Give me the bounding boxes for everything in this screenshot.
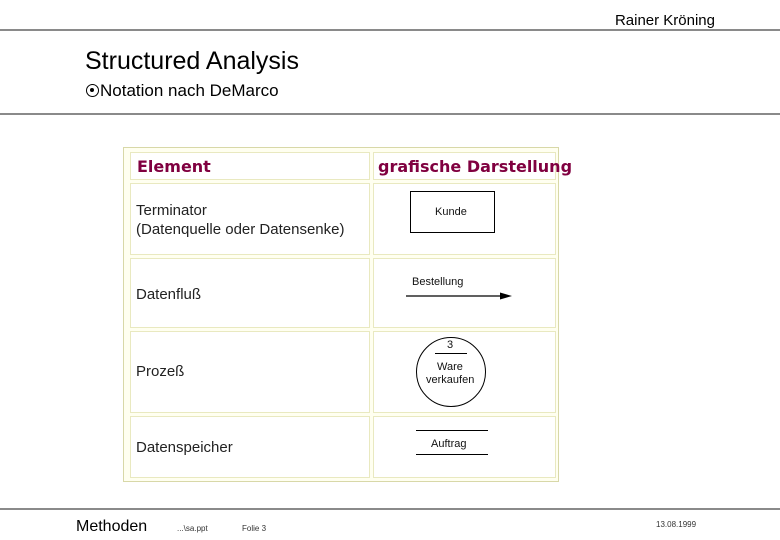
slide-subtitle	[86, 81, 279, 101]
process-divider	[435, 353, 467, 354]
process-label: Prozeß	[136, 363, 185, 380]
row-process-element	[130, 331, 370, 413]
footer-label: Methoden	[76, 518, 148, 535]
row-datastore-graphic	[373, 416, 556, 478]
process-name-line2: verkaufen	[426, 374, 475, 386]
slide-title: Structured Analysis	[85, 47, 299, 75]
subtitle-text: Notation nach DeMarco	[100, 81, 279, 100]
row-process-graphic	[373, 331, 556, 413]
row-datastore-element	[130, 416, 370, 478]
terminator-box-label: Kunde	[435, 206, 467, 218]
bullet-icon	[86, 84, 99, 97]
row-terminator-graphic	[373, 183, 556, 255]
dataflow-arrow-label: Bestellung	[412, 276, 464, 288]
footer-divider	[0, 508, 780, 510]
footer-page: Folie 3	[242, 524, 267, 533]
row-dataflow-element	[130, 258, 370, 328]
footer-date: 13.08.1999	[656, 520, 697, 529]
header-cell-element	[130, 152, 370, 180]
process-name-line1: Ware	[437, 361, 463, 373]
footer-file: ...\sa.ppt	[177, 524, 208, 533]
terminator-label: Terminator (Datenquelle oder Datensenke)	[136, 202, 345, 238]
title-divider	[0, 113, 780, 115]
datastore-store-label: Auftrag	[431, 438, 467, 450]
datastore-top-line	[416, 430, 488, 431]
header-graphic: grafische Darstellung	[378, 157, 573, 176]
author-name: Rainer Kröning	[614, 12, 715, 29]
datastore-bottom-line	[416, 454, 488, 455]
process-number: 3	[447, 339, 454, 351]
dataflow-label: Datenfluß	[136, 286, 202, 303]
dataflow-arrow-icon	[404, 291, 514, 301]
top-divider	[0, 29, 780, 31]
header-element: Element	[137, 157, 211, 176]
row-dataflow-graphic	[373, 258, 556, 328]
terminator-box	[410, 191, 495, 233]
notation-table	[123, 147, 573, 482]
datastore-label: Datenspeicher	[136, 439, 233, 456]
header-cell-graphic	[373, 152, 573, 180]
row-terminator-element	[130, 183, 370, 255]
